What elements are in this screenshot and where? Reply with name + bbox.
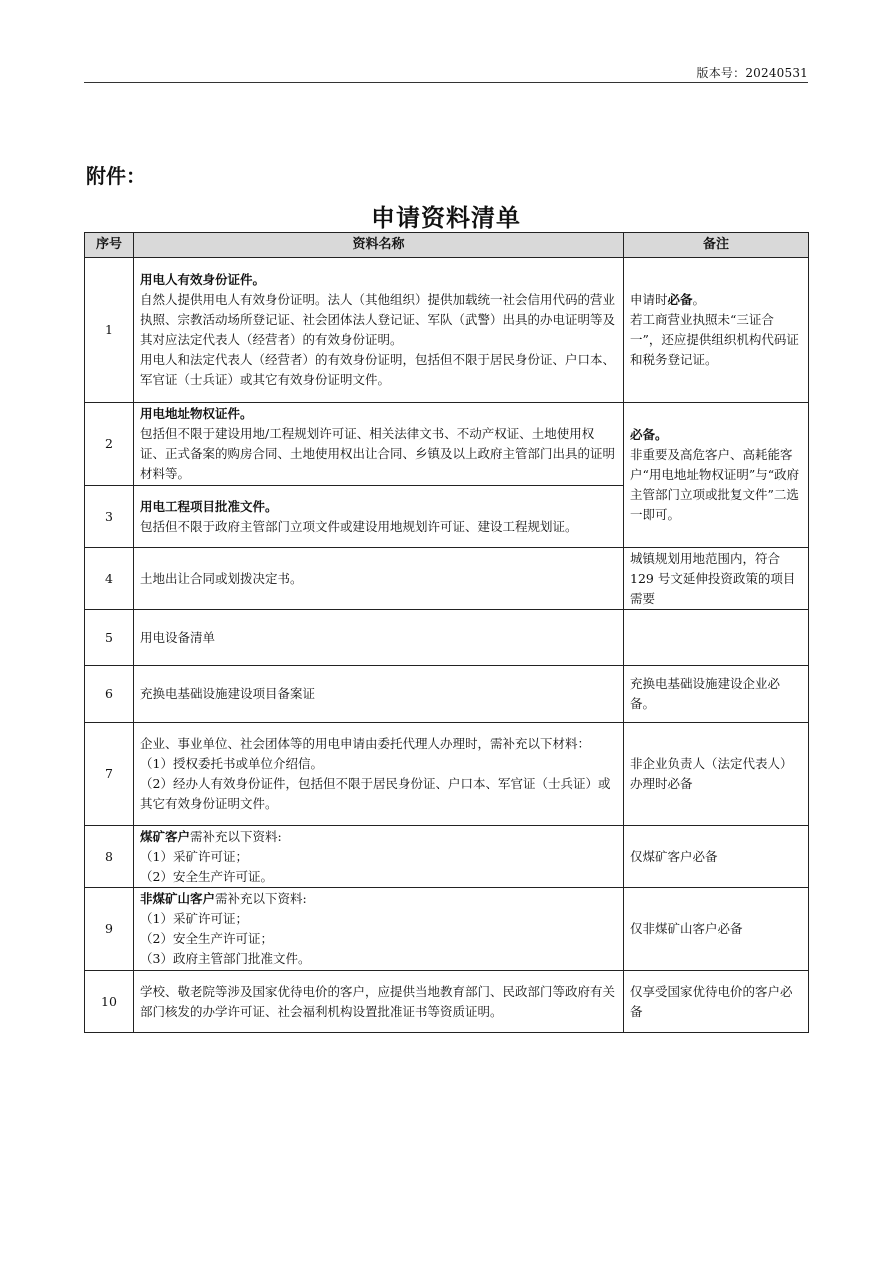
note-required: 必备。 (630, 427, 668, 442)
column-header-seq: 序号 (85, 233, 134, 258)
row-seq: 3 (85, 486, 134, 548)
material-line: 包括但不限于建设用地/工程规划许可证、相关法律文书、不动产权证、土地使用权证、正式备案的购房合同、土地使用权出让合同、乡镇及以上政府主管部门出具的证明材料等。 (140, 426, 616, 481)
material-intro: 需补充以下资料: (190, 828, 282, 844)
material-line: （2）经办人有效身份证件，包括但不限于居民身份证、户口本、军官证（士兵证）或其它有效身份证明文件。 (140, 776, 611, 811)
material-line: （2）安全生产许可证； (140, 931, 273, 946)
row-seq: 10 (85, 971, 134, 1033)
material-line: 包括但不限于政府主管部门立项文件或建设用地规划许可证、建设工程规划证。 (140, 518, 578, 534)
row-seq: 6 (85, 666, 134, 723)
row-material-name (134, 403, 624, 486)
material-intro: 需补充以下资料: (215, 891, 307, 906)
table-row (85, 258, 809, 403)
row-note: 仅非煤矿山客户必备 (624, 888, 809, 971)
table-row (85, 403, 809, 486)
row-note: 非企业负责人（法定代表人）办理时必备 (624, 723, 809, 826)
row-note: 仅享受国家优待电价的客户必备 (624, 971, 809, 1033)
customer-type: 非煤矿山客户 (140, 891, 216, 906)
customer-type: 煤矿客户 (140, 828, 191, 844)
material-line: （1）授权委托书或单位介绍信。 (140, 756, 323, 771)
material-line: （3）政府主管部门批准文件。 (140, 951, 311, 966)
table-row (85, 666, 809, 723)
row-material-name (134, 888, 624, 971)
note-detail: 若工商营业执照未“三证合一”，还应提供组织机构代码证和税务登记证。 (630, 312, 799, 367)
row-note (624, 610, 809, 666)
material-line: （1）采矿许可证； (140, 911, 248, 926)
row-material-name: 充换电基础设施建设项目备案证 (134, 666, 624, 723)
row-material-name (134, 826, 624, 888)
material-line: 自然人提供用电人有效身份证明。法人（其他组织）提供加载统一社会信用代码的营业执照、宗教活动场所登记证、社会团体法人登记证、军队（武警）出具的办电证明等及其对应法定代表人（经营者）的有效身份证明。 (140, 292, 616, 347)
table-row (85, 971, 809, 1033)
material-line: 用电人和法定代表人（经营者）的有效身份证明，包括但不限于居民身份证、户口本、军官证（士兵证）或其它有效身份证明文件。 (140, 352, 616, 387)
table-row (85, 548, 809, 610)
row-material-name (134, 486, 624, 548)
row-note: 充换电基础设施建设企业必备。 (624, 666, 809, 723)
row-material-name (134, 723, 624, 826)
table-header-row (85, 233, 809, 258)
row-seq: 9 (85, 888, 134, 971)
row-material-name: 学校、敬老院等涉及国家优待电价的客户，应提供当地教育部门、民政部门等政府有关部门核发的办学许可证、社会福利机构设置批准证书等资质证明。 (134, 971, 624, 1033)
material-title: 用电地址物权证件。 (140, 406, 253, 421)
row-seq: 4 (85, 548, 134, 610)
material-title: 用电人有效身份证件。 (140, 272, 266, 287)
column-header-note: 备注 (624, 233, 809, 258)
row-seq: 8 (85, 826, 134, 888)
material-line: （2）安全生产许可证。 (140, 868, 273, 884)
row-seq: 5 (85, 610, 134, 666)
column-header-name: 资料名称 (134, 233, 624, 258)
version-number: 版本号：20240531 (696, 66, 808, 80)
row-note: 城镇规划用地范围内，符合 129 号文延伸投资政策的项目需要 (624, 548, 809, 610)
note-suffix: 。 (692, 292, 706, 307)
row-note (624, 403, 809, 548)
header-divider (84, 82, 808, 83)
row-material-name: 土地出让合同或划拨决定书。 (134, 548, 624, 610)
table-row (85, 888, 809, 971)
row-material-name: 用电设备清单 (134, 610, 624, 666)
note-detail: 非重要及高危客户、高耗能客户“用电地址物权证明”与“政府主管部门立项或批复文件”二选一即可。 (630, 447, 800, 522)
attachment-label: 附件： (86, 164, 146, 188)
materials-table (84, 232, 809, 1033)
table-row (85, 826, 809, 888)
material-line: （1）采矿许可证； (140, 848, 248, 864)
row-seq: 1 (85, 258, 134, 403)
note-prefix: 申请时 (630, 292, 668, 307)
note-required: 必备 (667, 292, 693, 307)
document-title: 申请资料清单 (371, 203, 521, 232)
row-seq: 2 (85, 403, 134, 486)
row-material-name (134, 258, 624, 403)
table-row (85, 723, 809, 826)
row-note (624, 258, 809, 403)
material-title: 用电工程项目批准文件。 (140, 498, 278, 514)
table-row (85, 610, 809, 666)
row-seq: 7 (85, 723, 134, 826)
row-note: 仅煤矿客户必备 (624, 826, 809, 888)
material-line: 企业、事业单位、社会团体等的用电申请由委托代理人办理时，需补充以下材料： (140, 736, 591, 751)
